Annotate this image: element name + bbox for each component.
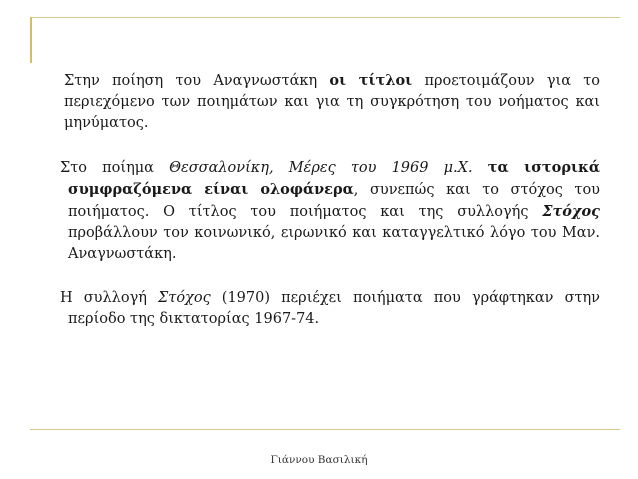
paragraph-thessaloniki: Στο ποίημα Θεσσαλονίκη, Μέρες του 1969 μ.Χ. τα ιστορικά συμφραζόμενα είναι ολοφάνερα, συνεπώς και το στόχος του ποιήματος. Ο τίτλος του ποιήματος και της συλλογής Στόχος προβάλλουν τον κοινωνικό, ειρωνικό και καταγγελτικό λόγο του Μαν. Αναγνωστάκη. bbox=[60, 159, 600, 262]
slide-body bbox=[60, 70, 600, 353]
top-divider bbox=[30, 17, 620, 18]
paragraph-collection: Η συλλογή Στόχος (1970) περιέχει ποιήματα που γράφτηκαν στην περίοδο της δικτατορίας 1967-74. bbox=[60, 290, 600, 327]
poem-title: Θεσσαλονίκη, Μέρες του 1969 μ.Χ. bbox=[169, 160, 473, 176]
corner-accent bbox=[30, 17, 32, 63]
bottom-divider bbox=[30, 429, 620, 430]
collection-title: Στόχος bbox=[542, 203, 600, 220]
paragraph-titles: Στην ποίηση του Αναγνωστάκη οι τίτλοι προετοιμάζουν για το περιεχόμενο των ποιημάτων και για τη συγκρότηση του νοήματος και μηνύματος. bbox=[64, 72, 601, 131]
footer-author: Γιάννου Βασιλική bbox=[270, 454, 368, 466]
